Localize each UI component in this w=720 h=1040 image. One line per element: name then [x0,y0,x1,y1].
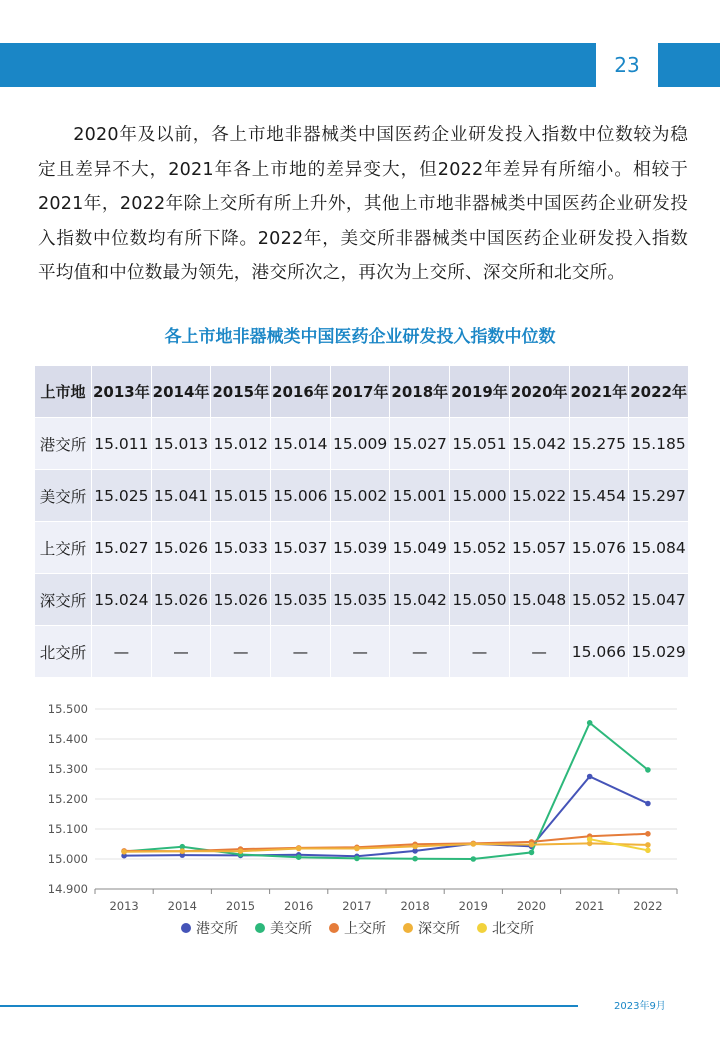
value-cell: 15.047 [629,574,688,625]
legend-label: 美交所 [270,921,312,937]
year-header: 2020年 [510,366,569,417]
x-tick-label: 2016 [284,899,314,913]
data-point [587,774,593,780]
data-point [587,836,593,842]
data-point [529,850,535,856]
value-cell: 15.001 [390,470,449,521]
market-name-cell: 北交所 [35,626,91,677]
x-tick-label: 2019 [458,899,488,913]
value-cell: 15.027 [390,418,449,469]
year-header: 2021年 [570,366,629,417]
market-name-cell: 美交所 [35,470,91,521]
year-header: 2014年 [152,366,211,417]
value-cell: 15.039 [331,522,390,573]
value-cell: 15.000 [450,470,509,521]
series-line-3 [124,843,648,851]
data-point [645,848,651,854]
y-tick-label: 15.300 [47,762,88,776]
value-cell: 15.042 [510,418,569,469]
table-row [35,418,688,469]
body-paragraph: 2020年及以前，各上市地非器械类中国医药企业研发投入指数中位数较为稳定且差异不大，2021年各上市地的差异变大，但2022年差异有所缩小。相较于2021年，2022年除上交所有所上升外，其他上市地非器械类中国医药企业研发投入指数中位数均有所下降。2022年，美交所非器械类中国医药企业研发投入指数平均值和中位数最为领先，港交所次之，再次为上交所、深交所和北交所。 [38,125,688,284]
data-point [121,849,127,855]
value-cell: 15.027 [92,522,151,573]
data-point [412,856,418,862]
data-point [587,720,593,726]
market-name-cell: 上交所 [35,522,91,573]
value-cell: 15.006 [271,470,330,521]
legend-label: 深交所 [418,921,460,937]
y-tick-label: 15.100 [47,822,88,836]
value-cell: 15.026 [211,574,270,625]
value-cell: — [450,626,509,677]
year-header: 2016年 [271,366,330,417]
value-cell: 15.012 [211,418,270,469]
year-header: 2019年 [450,366,509,417]
data-point [645,801,651,807]
data-point [412,844,418,850]
value-cell: 15.025 [92,470,151,521]
y-tick-label: 15.400 [47,732,88,746]
year-header: 2015年 [211,366,270,417]
data-point [296,846,302,852]
value-cell: — [92,626,151,677]
value-cell: 15.026 [152,574,211,625]
data-point [645,767,651,773]
x-tick-label: 2021 [575,899,605,913]
value-cell: 15.011 [92,418,151,469]
value-cell: 15.015 [211,470,270,521]
x-tick-label: 2015 [225,899,256,913]
corner-header: 上市地 [35,366,91,417]
value-cell: 15.042 [390,574,449,625]
value-cell: — [331,626,390,677]
table-row [35,522,688,573]
value-cell: 15.297 [629,470,688,521]
y-tick-label: 14.900 [47,882,88,896]
legend-marker [329,923,339,933]
header-bar-right [658,43,720,87]
data-point [471,841,477,847]
value-cell: — [510,626,569,677]
value-cell: 15.066 [570,626,629,677]
legend-marker [181,923,191,933]
value-cell: 15.026 [152,522,211,573]
value-cell: 15.185 [629,418,688,469]
value-cell: 15.084 [629,522,688,573]
legend-label: 港交所 [196,921,238,937]
table-row [35,470,688,521]
year-header: 2018年 [390,366,449,417]
footer-date: 2023年9月 [614,1001,666,1012]
value-cell: — [211,626,270,677]
market-name-cell: 深交所 [35,574,91,625]
value-cell: 15.035 [271,574,330,625]
year-header: 2013年 [92,366,151,417]
page-number: 23 [614,53,640,77]
data-point [645,842,651,848]
y-tick-label: 15.200 [47,792,88,806]
table-row [35,574,688,625]
value-cell: 15.076 [570,522,629,573]
value-cell: 15.041 [152,470,211,521]
table-row [35,626,688,677]
line-chart [0,690,720,960]
value-cell: 15.035 [331,574,390,625]
value-cell: 15.002 [331,470,390,521]
year-header: 2017年 [331,366,390,417]
median-index-table [34,365,689,678]
value-cell: 15.014 [271,418,330,469]
y-tick-label: 15.000 [47,852,88,866]
data-point [354,856,360,862]
data-point [296,854,302,860]
legend-label: 北交所 [492,921,534,937]
footer-line [0,1005,578,1007]
value-cell: 15.033 [211,522,270,573]
legend-marker [403,923,413,933]
table-title: 各上市地非器械类中国医药企业研发投入指数中位数 [164,327,556,347]
value-cell: 15.052 [570,574,629,625]
legend-marker [477,923,487,933]
value-cell: 15.024 [92,574,151,625]
value-cell: 15.022 [510,470,569,521]
data-point [180,848,186,854]
x-tick-label: 2022 [633,899,663,913]
value-cell: 15.009 [331,418,390,469]
data-point [471,856,477,862]
market-name-cell: 港交所 [35,418,91,469]
header-bar-left [0,43,596,87]
x-tick-label: 2020 [516,899,547,913]
year-header: 2022年 [629,366,688,417]
data-point [645,831,651,837]
value-cell: — [271,626,330,677]
value-cell: 15.013 [152,418,211,469]
value-cell: 15.050 [450,574,509,625]
data-point [354,846,360,852]
data-point [529,842,535,848]
x-tick-label: 2014 [167,899,197,913]
value-cell: — [152,626,211,677]
value-cell: 15.029 [629,626,688,677]
value-cell: 15.275 [570,418,629,469]
x-tick-label: 2013 [109,899,139,913]
value-cell: — [390,626,449,677]
legend-marker [255,923,265,933]
value-cell: 15.048 [510,574,569,625]
value-cell: 15.049 [390,522,449,573]
line-chart-svg [0,690,720,960]
y-tick-label: 15.500 [47,702,88,716]
value-cell: 15.052 [450,522,509,573]
value-cell: 15.057 [510,522,569,573]
value-cell: 15.454 [570,470,629,521]
value-cell: 15.051 [450,418,509,469]
value-cell: 15.037 [271,522,330,573]
legend-label: 上交所 [344,921,386,937]
x-tick-label: 2017 [342,899,372,913]
x-tick-label: 2018 [400,899,430,913]
data-point [238,848,244,854]
table-header-row [35,366,688,417]
